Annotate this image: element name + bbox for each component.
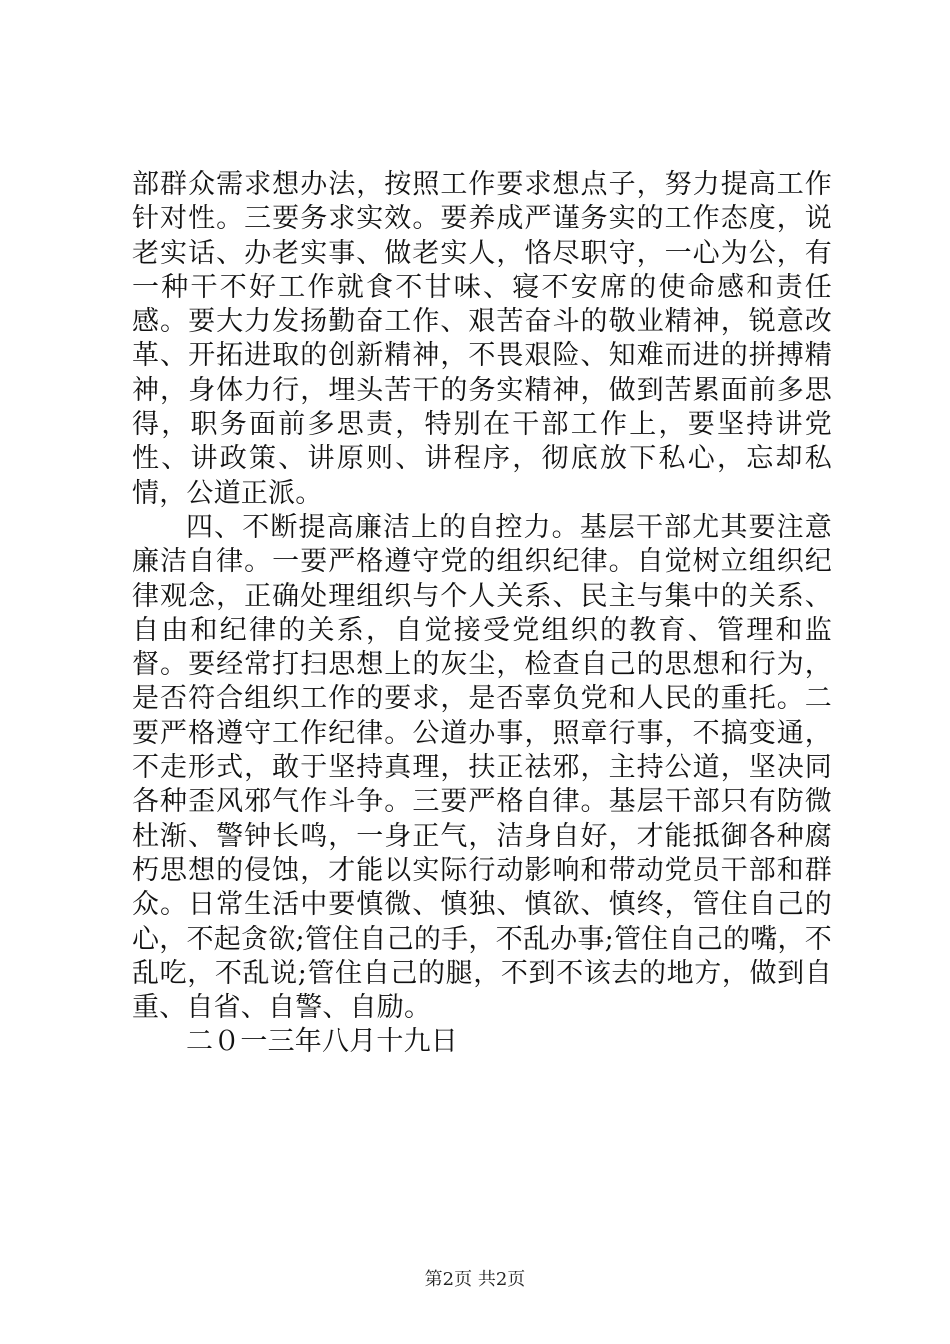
document-date: 二０一三年八月十九日	[186, 1026, 458, 1058]
document-body	[132, 168, 832, 1060]
paragraph-section-four: 四、不断提高廉洁上的自控力。基层干部尤其要注意廉洁自律。一要严格遵守党的组织纪律。自觉树立组织纪律观念，正确处理组织与个人关系、民主与集中的关系、自由和纪律的关系，自觉接受党组织的教育、管理和监督。要经常打扫思想上的灰尘，检查自己的思想和行为，是否符合组织工作的要求，是否辜负党和人民的重托。二要严格遵守工作纪律。公道办事，照章行事，不搞变通，不走形式，敢于坚持真理，扶正祛邪，主持公道，坚决同各种歪风邪气作斗争。三要严格自律。基层干部只有防微杜渐、警钟长鸣，一身正气，洁身自好，才能抵御各种腐朽思想的侵蚀，才能以实际行动影响和带动党员干部和群众。日常生活中要慎微、慎独、慎欲、慎终，管住自己的心，不起贪欲;管住自己的手，不乱办事;管住自己的嘴，不乱吃，不乱说;管住自己的腿，不到不该去的地方，做到自重、自省、自警、自励。	[132, 511, 832, 1024]
page-indicator: 第2页 共2页	[424, 1269, 526, 1290]
paragraph-continued: 部群众需求想办法，按照工作要求想点子，努力提高工作针对性。三要务求实效。要养成严谨务实的工作态度，说老实话、办老实事、做老实人，恪尽职守，一心为公，有一种干不好工作就食不甘味、寝不安席的使命感和责任感。要大力发扬勤奋工作、艰苦奋斗的敬业精神，锐意改革、开拓进取的创新精神，不畏艰险、知难而进的拼搏精神，身体力行，埋头苦干的务实精神，做到苦累面前多思得，职务面前多思责，特别在干部工作上，要坚持讲党性、讲政策、讲原则、讲程序，彻底放下私心，忘却私情，公道正派。	[132, 169, 832, 509]
page-footer	[0, 1268, 950, 1292]
